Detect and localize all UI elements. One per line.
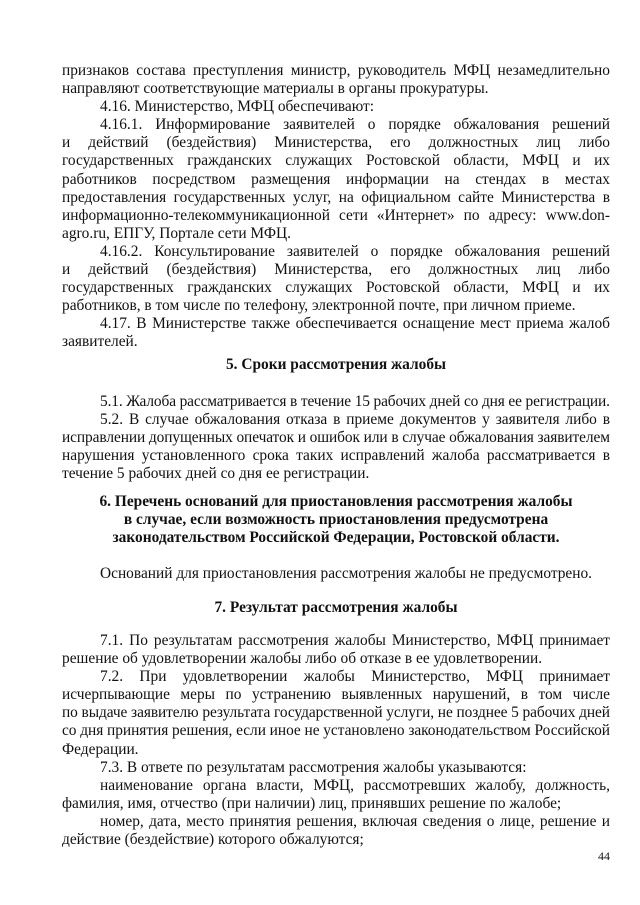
text-line: 5.2. В случае обжалования отказа в приеме документов у заявителя либо в	[100, 411, 610, 429]
text-line: 4.16.1. Информирование заявителей о порядке обжалования решений	[100, 116, 610, 134]
text-line: исчерпывающие меры по устранению выявленных нарушений, в том числе	[62, 686, 610, 704]
text-line: информационно-телекоммуникационной сети «Интернет» по адресу: www.don-	[62, 206, 610, 224]
heading-line: в случае, если возможность приостановления предусмотрена	[123, 511, 549, 529]
text-line: номер, дата, место принятия решения, включая сведения о лице, решение и	[100, 812, 610, 830]
text-line: 4.16. Министерство, МФЦ обеспечивают:	[100, 98, 375, 116]
heading-line: 6. Перечень оснований для приостановления рассмотрения жалобы	[99, 493, 573, 510]
text-line: 4.17. В Министерстве также обеспечивается оснащение мест приема жалоб	[100, 315, 610, 333]
text-line: решение об удовлетворении жалобы либо об отказе в ее удовлетворении.	[62, 650, 543, 668]
section-5-body	[62, 393, 610, 483]
heading-line: законодательством Российской Федерации, Ростовской области.	[112, 529, 560, 547]
text-line: нарушения установленного срока таких исправлений жалоба рассматривается в	[62, 447, 610, 465]
text-line: работников посредством размещения информации на стендах в местах	[62, 170, 610, 188]
text-line: течение 5 рабочих дней со дня ее регистрации.	[62, 465, 370, 483]
section-7-heading: 7. Результат рассмотрения жалобы	[214, 599, 458, 616]
text-line: 7.2. При удовлетворении жалобы Министерство, МФЦ принимает	[100, 668, 610, 686]
text-line: 4.16.2. Консультирование заявителей о порядке обжалования решений	[100, 242, 610, 260]
text-line: заявителей.	[62, 333, 138, 351]
text-line: работников, в том числе по телефону, электронной почте, при личном приеме.	[62, 297, 576, 315]
text-line: действие (бездействие) которого обжалуются;	[62, 831, 364, 849]
text-line: направляют соответствующие материалы в органы прокуратуры.	[62, 80, 489, 98]
text-line: наименование органа власти, МФЦ, рассмотревших жалобу, должность,	[100, 776, 610, 794]
text-line: признаков состава преступления министр, руководитель МФЦ незамедлительно	[62, 62, 610, 79]
text-line: 7.1. По результатам рассмотрения жалобы Министерство, МФЦ принимает	[100, 632, 610, 649]
text-line: Федерации.	[62, 740, 139, 758]
text-line: и действий (бездействия) Министерства, его должностных лиц либо	[62, 261, 610, 279]
paragraphs-4-15-to-4-17	[62, 62, 610, 352]
text-line: Оснований для приостановления рассмотрения жалобы не предусмотрено.	[100, 565, 593, 582]
text-line: государственных гражданских служащих Ростовской области, МФЦ и их	[62, 152, 610, 170]
text-line: предоставления государственных услуг, на официальном сайте Министерства в	[62, 188, 610, 206]
text-line: agro.ru, ЕПГУ, Портале сети МФЦ.	[62, 224, 292, 242]
section-6-heading	[40, 493, 632, 547]
text-line: государственных гражданских служащих Ростовской области, МФЦ и их	[62, 279, 610, 297]
text-line: фамилия, имя, отчество (при наличии) лиц, принявших решение по жалобе;	[62, 794, 562, 812]
section-6-body	[62, 565, 610, 583]
text-line: со дня принятия решения, если иное не установлено законодательством Российской	[62, 722, 610, 740]
section-7-body	[62, 632, 610, 849]
text-line: по выдаче заявителю результата государственной услуги, не позднее 5 рабочих дней	[62, 704, 610, 722]
text-line: и действий (бездействия) Министерства, его должностных лиц либо	[62, 134, 610, 152]
text-line: 5.1. Жалоба рассматривается в течение 15 рабочих дней со дня ее регистрации.	[100, 393, 610, 410]
text-line: 7.3. В ответе по результатам рассмотрения жалобы указываются:	[100, 758, 527, 776]
text-line: исправлении допущенных опечаток и ошибок или в случае обжалования заявителем	[62, 429, 610, 447]
section-5-heading: 5. Сроки рассмотрения жалобы	[225, 356, 447, 373]
page-number: 44	[598, 849, 610, 863]
